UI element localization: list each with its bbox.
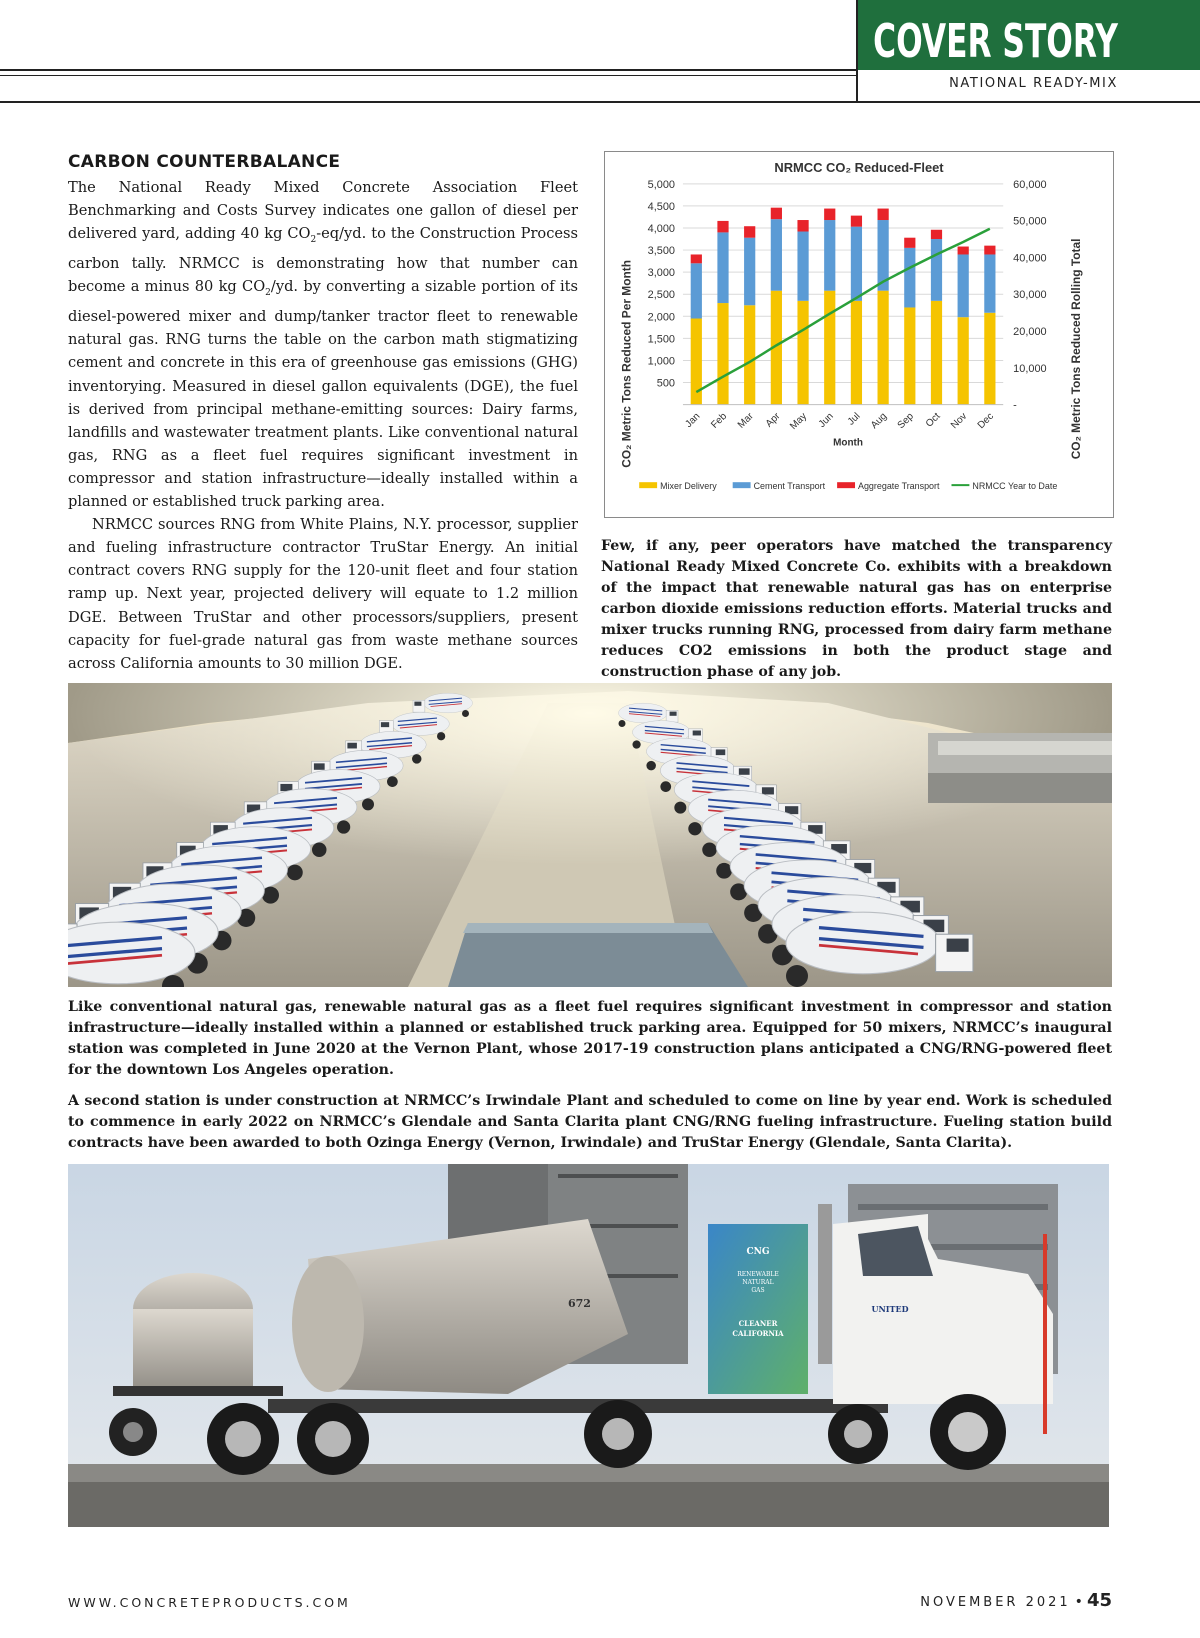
- text-run: The National Ready Mixed Concrete Association Fleet Benchmarking and Costs Survey indicates one gallon of diesel per delivered yard, adding 40 kg CO: [68, 179, 578, 243]
- fleet-photo-caption: Like conventional natural gas, renewable natural gas as a fleet fuel requires significant investment in compressor and station infrastructure—ideally installed within a planned or established truck parking area. Equipped for 50 mixers, NRMCC’s inaugural station was completed in June 2020 at the Vernon Plant, whose 2017-19 construction plans anticipated a CNG/RNG-powered fleet for the downtown Los Angeles operation.: [68, 999, 1112, 1078]
- legend-label: Aggregate Transport: [858, 481, 940, 492]
- subscript: 2: [310, 235, 317, 246]
- bar-segment: [771, 208, 782, 219]
- bar-segment: [691, 254, 702, 263]
- tank-line: NATURAL: [742, 1279, 774, 1286]
- co2-chart: [604, 151, 1114, 518]
- x-tick-label: Jun: [816, 410, 836, 431]
- station-caption: A second station is under construction at NRMCC’s Irwindale Plant and scheduled to come on line by year end. Work is scheduled to commence in early 2022 on NRMCC’s Glendale and Santa Clarita plant CNG/RNG fueling infrastructure. Fueling station build contracts have been awarded to both Ozinga Energy (Vernon, Irwindale) and TruStar Energy (Glendale, Santa Clarita).: [68, 1093, 1112, 1151]
- section-banner: [858, 0, 1200, 70]
- legend-label: Cement Transport: [753, 481, 826, 492]
- chart-caption: Few, if any, peer operators have matched the transparency National Ready Mixed Concrete Co. exhibits with a breakdown of the impact that renewable natural gas has on enterprise carbon dioxide emissions reduction efforts. Material trucks and mixer trucks running RNG, processed from dairy farm methane reduces CO2 emissions in both the product stage and construction phase of any job.: [601, 538, 1112, 680]
- ytd-line: [696, 229, 990, 392]
- y-tick-label: 4,000: [647, 222, 676, 235]
- x-tick-label: Feb: [709, 410, 730, 431]
- bar-segment: [984, 246, 995, 255]
- bar-segment: [744, 226, 755, 237]
- header-divider: [856, 0, 858, 103]
- y-tick-label: 3,500: [647, 245, 676, 258]
- bar-segment: [851, 301, 862, 405]
- y2-tick-label: -: [1013, 399, 1017, 412]
- article-paragraph: [68, 176, 578, 513]
- section-subtitle: NATIONAL READY-MIX: [949, 76, 1118, 91]
- y-tick-label: 4,500: [647, 200, 676, 213]
- bar-segment: [797, 301, 808, 405]
- article-body: [68, 152, 578, 675]
- bar-segment: [958, 247, 969, 255]
- y2-axis-label: CO₂ Metric Tons Reduced Rolling Total: [1068, 238, 1083, 460]
- footer-url: WWW.CONCRETEPRODUCTS.COM: [68, 1595, 351, 1610]
- y2-tick-label: 20,000: [1013, 325, 1047, 338]
- y-tick-label: 500: [656, 377, 676, 390]
- header-rule: [0, 101, 1200, 103]
- bar-segment: [717, 221, 728, 232]
- bar-segment: [744, 305, 755, 404]
- bar-segment: [878, 291, 889, 405]
- bar-segment: [904, 307, 915, 404]
- bar-segment: [824, 209, 835, 220]
- bar-segment: [904, 238, 915, 248]
- legend-label: Mixer Delivery: [660, 481, 717, 492]
- header-rule: [0, 69, 856, 71]
- y-tick-label: 2,000: [647, 311, 676, 324]
- tank-top-label: CNG: [746, 1247, 770, 1257]
- y-tick-label: 1,500: [647, 333, 676, 346]
- page-number: 45: [1086, 1590, 1112, 1611]
- bar-segment: [797, 232, 808, 301]
- x-tick-label: Jul: [845, 410, 863, 428]
- bar-segment: [851, 216, 862, 227]
- y2-tick-label: 10,000: [1013, 362, 1047, 375]
- bar-segment: [824, 291, 835, 405]
- bar-segment: [851, 227, 862, 301]
- x-tick-label: Nov: [948, 410, 970, 432]
- footer-issue: [920, 1590, 1112, 1611]
- tanker-truck-photo: [68, 1164, 1109, 1527]
- subscript: 2: [265, 288, 271, 299]
- bar-segment: [931, 230, 942, 239]
- bar-segment: [984, 313, 995, 405]
- x-tick-label: Sep: [895, 410, 916, 432]
- y-tick-label: 3,000: [647, 267, 676, 280]
- legend-label: NRMCC Year to Date: [972, 481, 1058, 492]
- article-paragraph: NRMCC sources RNG from White Plains, N.Y. processor, supplier and fueling infrastructure contractor TruStar Energy. An initial contract covers RNG supply for the 120-unit fleet and four station ramp up. Next year, projected delivery will equate to 1.2 million DGE. Between TruStar and other processors/suppliers, present capacity for fuel-grade natural gas from waste methane sources across California amounts to 30 million DGE.: [68, 516, 578, 672]
- truck-photo-art: [68, 1164, 1109, 1527]
- y2-tick-label: 50,000: [1013, 215, 1047, 228]
- bullet: •: [1074, 1594, 1083, 1610]
- y2-tick-label: 40,000: [1013, 252, 1047, 265]
- y-tick-label: 5,000: [647, 178, 676, 191]
- fleet-photo-art: [68, 683, 1112, 987]
- text-run: /yd. by converting a sizable portion of its diesel-powered mixer and dump/tanker tractor fleet to renewable natural gas. RNG turns the table on the carbon math stigmatizing cement and concrete in this era of greenhouse gas emissions (GHG) inventorying. Measured in diesel gallon equivalents (DGE), the fuel is derived from principal methane-emitting sources: Dairy farms, landfills and wastewater treatment plants. Like conventional natural gas, RNG as a fleet fuel requires significant investment in compressor and station infrastructure—ideally installed within a planned or established truck parking area.: [68, 278, 578, 511]
- chart-canvas: [605, 152, 1113, 517]
- issue-date: NOVEMBER 2021: [920, 1595, 1071, 1610]
- x-tick-label: May: [788, 410, 810, 432]
- y2-tick-label: 60,000: [1013, 178, 1047, 191]
- bar-segment: [824, 220, 835, 291]
- legend-swatch: [837, 482, 855, 488]
- bar-segment: [717, 303, 728, 405]
- y2-tick-label: 30,000: [1013, 289, 1047, 302]
- article-heading: CARBON COUNTERBALANCE: [68, 152, 341, 172]
- tank-line: CLEANER: [738, 1319, 778, 1328]
- chart-title: NRMCC CO₂ Reduced-Fleet: [774, 159, 944, 175]
- x-tick-label: Oct: [923, 410, 943, 430]
- bar-segment: [771, 219, 782, 291]
- bar-segment: [958, 317, 969, 404]
- bar-segment: [931, 239, 942, 301]
- tank-line: RENEWABLE: [737, 1271, 779, 1278]
- bar-segment: [904, 248, 915, 308]
- x-tick-label: Mar: [735, 410, 756, 431]
- bar-segment: [958, 254, 969, 317]
- bar-segment: [931, 301, 942, 405]
- section-title: COVER STORY: [873, 14, 1118, 68]
- y-tick-label: 1,000: [647, 355, 676, 368]
- tank-line: CALIFORNIA: [732, 1329, 784, 1338]
- y-tick-label: 2,500: [647, 289, 676, 302]
- bar-segment: [878, 209, 889, 220]
- text-run: -eq/yd. to the Construction Process carbon tally. NRMCC is demonstrating how that number can become a minus 80 kg CO: [68, 225, 578, 296]
- x-tick-label: Apr: [763, 410, 783, 430]
- legend-swatch: [639, 482, 657, 488]
- mixer-fleet-photo: [68, 683, 1112, 987]
- tank-line: GAS: [751, 1287, 765, 1294]
- x-axis-label: Month: [833, 437, 863, 449]
- x-tick-label: Aug: [868, 410, 890, 432]
- bar-segment: [797, 220, 808, 231]
- bar-segment: [717, 232, 728, 303]
- header-rule: [0, 75, 856, 76]
- bar-segment: [744, 238, 755, 306]
- y-axis-label: CO₂ Metric Tons Reduced Per Month: [619, 259, 634, 468]
- legend-swatch: [733, 482, 751, 488]
- x-tick-label: Jan: [683, 410, 703, 431]
- x-tick-label: Dec: [975, 410, 996, 432]
- door-brand: UNITED: [871, 1304, 909, 1314]
- bar-segment: [984, 254, 995, 312]
- bar-segment: [691, 263, 702, 318]
- trailer-number: 672: [568, 1297, 591, 1310]
